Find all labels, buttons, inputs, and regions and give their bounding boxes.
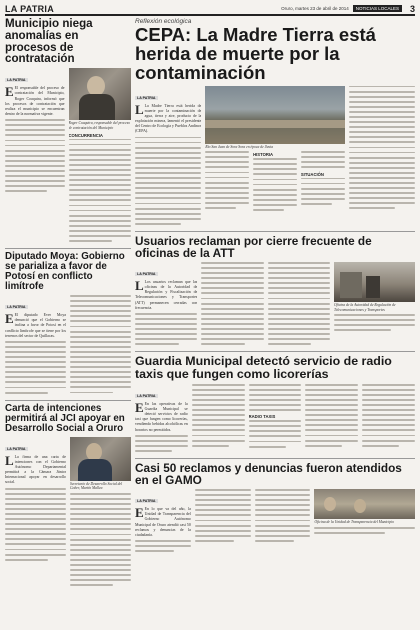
divider (135, 351, 415, 352)
headline-municipio: Municipio niega anomalías en procesos de contratación (5, 17, 93, 66)
body-text (349, 86, 415, 210)
body-text (268, 262, 330, 345)
divider (135, 231, 415, 232)
body-text (362, 384, 415, 447)
headline-guardia-municipal: Guardia Municipal detectó servicio de radio taxis que fungen como licorerías (135, 354, 392, 382)
divider (5, 248, 131, 249)
headline-att: Usuarios reclaman por cierre frecuente de oficinas de la ATT (135, 233, 372, 260)
lead-guardia-municipal: E En las operativas de la Guardia Municipal se detectó servicios de radio taxi que fungen como licorerías, vendiendo bebidas alcohólicas en horarios no permitidos. (135, 399, 188, 432)
photo-unidad-transparencia (314, 489, 415, 519)
subhead-situacion: SITUACIÓN (300, 171, 324, 177)
page-number: 3 (409, 3, 415, 14)
byline: LA PATRIA (7, 305, 26, 310)
headline-diputado-moya: Diputado Moya: Gobierno se parializa a favor de Potosí en conflicto limítrofe (5, 251, 125, 293)
section-tag: NOTICIAS LOCALES (353, 5, 402, 12)
lead-att: L Los usuarios reclaman que las oficinas de la Autoridad de Regulación y Fiscalización de Telecomunicaciones y Transportes (ATT) permanecen cerradas con frecuencia. (135, 277, 198, 310)
photo-caption: Oficina de la Autoridad de Regulación de Telecomunicaciones y Transportes (333, 302, 396, 312)
article-cepa (135, 18, 415, 228)
article-jci (5, 404, 131, 590)
article-gamo (135, 462, 415, 555)
body-text (135, 435, 188, 452)
body-text (249, 420, 302, 447)
lead-jci: L La firma de una carta de intenciones con el Gobierno Autónomo Departamental permitirá a la Cámara Júnior Internacional apoyar en desarrollo social. (5, 452, 66, 485)
photo-martin-mallea (70, 437, 131, 481)
body-text (249, 384, 302, 411)
byline: LA PATRIA (7, 78, 26, 83)
body-text (255, 489, 311, 542)
headline-cepa: CEPA: La Madre Tierra está herida de muerte por la contaminación (135, 24, 376, 83)
body-text (135, 137, 201, 225)
photo-caption: Roger Coaquira, responsable del proceso de contratación del Municipio (68, 121, 131, 130)
body-text (205, 151, 249, 209)
subhead-historia: HISTORIA (253, 152, 274, 158)
dateline: Oruro, martes 23 de abril de 2014 (281, 6, 349, 11)
article-att (135, 235, 415, 349)
body-text (135, 540, 191, 552)
body-text (195, 489, 251, 542)
article-municipio (5, 18, 131, 245)
body-text (192, 384, 245, 447)
byline: LA PATRIA (7, 446, 26, 451)
body-text (314, 527, 415, 534)
body-text (5, 341, 66, 394)
lead-cepa: L La Madre Tierra está herida de muerte por la contaminación de agua, tierra y aire, producto de la explotación minera, lamentó el presidente del Centro de Ecología y Pueblos Andinos (CEPA). (135, 101, 202, 134)
byline: LA PATRIA (137, 499, 156, 504)
body-text (334, 314, 415, 331)
lead-diputado-moya: E El diputado Ever Moya denunció que el Gobierno se inclina a favor de Potosí en el conflicto limítrofe que se tiene por los terrenos del sector de Quillacas. (5, 311, 66, 338)
kicker: Reflexión ecológica (135, 18, 192, 25)
article-diputado-moya (5, 252, 131, 397)
body-text (301, 178, 345, 205)
body-text (253, 158, 297, 211)
headline-jci: Carta de intenciones permitirá al JCI apoyar en Desarrollo Social a Oruro (5, 402, 125, 434)
photo-caption: Oficina de la Unidad de Transparencia del Municipio (314, 520, 394, 525)
body-text (5, 488, 66, 561)
subhead-concurrencia: CONCURRENCIA (68, 132, 103, 138)
body-text (305, 384, 358, 447)
left-column (5, 18, 131, 589)
headline-gamo: Casi 50 reclamos y denuncias fueron atendidos en el GAMO (135, 461, 402, 488)
subhead-radio-taxis: RADIO TAXIS (248, 414, 276, 420)
photo-oficina-att (334, 262, 415, 302)
body-text (301, 151, 345, 168)
divider (135, 458, 415, 459)
divider (5, 400, 131, 401)
newspaper-logo: LA PATRIA (5, 3, 55, 14)
byline: LA PATRIA (137, 95, 156, 100)
body-text (135, 313, 197, 345)
lead-municipio: E El responsable del proceso de contratación del Municipio, Roger Coaquira, informó que los procesos de contratación que realiza el municipio se encuentran dentro de la normativa vigente. (5, 84, 65, 117)
body-text (201, 262, 263, 345)
photo-roger-coaquira (69, 68, 131, 120)
body-text (5, 119, 65, 192)
byline: LA PATRIA (137, 271, 156, 276)
masthead (5, 4, 415, 16)
photo-caption: Río San Juan de Sora Sora en época de lluvia (205, 144, 274, 149)
body-text (70, 493, 131, 586)
body-text (69, 139, 131, 242)
byline: LA PATRIA (137, 393, 156, 398)
photo-caption: Secretario de Desarrollo Social del Gober, Martín Mallea (70, 481, 123, 491)
body-text (70, 295, 131, 393)
lead-gamo: E En lo que va del año, la Unidad de Transparencia del Gobierno Autónomo Municipal de Oruro atendió casi 50 reclamos y denuncias de la ciudadanía. (135, 505, 191, 537)
photo-rio-san-juan (205, 86, 344, 144)
article-guardia-municipal (135, 355, 415, 455)
right-column (135, 18, 415, 555)
